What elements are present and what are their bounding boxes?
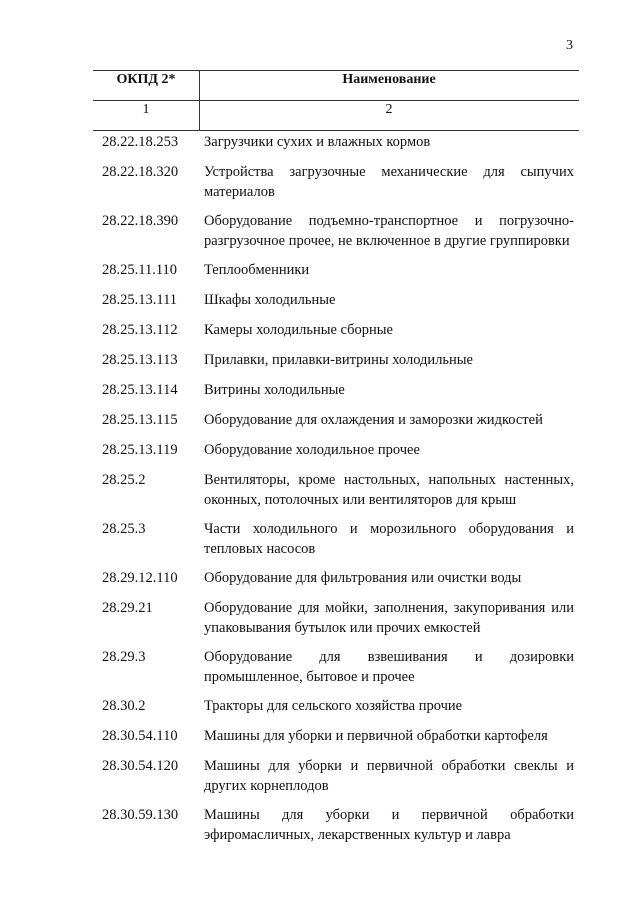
table-row: [0, 380, 640, 410]
table-row: [0, 132, 640, 162]
header-name: Наименование: [342, 72, 436, 87]
row-name: Оборудование холодильное прочее: [204, 442, 420, 458]
row-code: 28.30.59.130: [102, 807, 179, 823]
table-row: [0, 756, 640, 805]
row-name: Оборудование для фильтрования или очистки воды: [204, 570, 522, 586]
row-code: 28.25.2: [102, 472, 146, 488]
row-name: Теплообменники: [204, 262, 310, 278]
row-code: 28.29.21: [102, 600, 153, 616]
table-row: [0, 598, 640, 647]
table-row: [0, 290, 640, 320]
table-body: [0, 132, 640, 854]
page-number: 3: [566, 38, 573, 53]
row-code: 28.29.3: [102, 649, 146, 665]
row-code: 28.25.13.111: [102, 292, 178, 308]
row-code: 28.25.13.115: [102, 412, 178, 428]
table-row: [0, 162, 640, 211]
table-row: [0, 470, 640, 519]
row-code: 28.30.54.110: [102, 728, 178, 744]
row-code: 28.30.2: [102, 698, 146, 714]
row-code: 28.29.12.110: [102, 570, 178, 586]
row-name: Прилавки, прилавки-витрины холодильные: [204, 352, 473, 368]
row-name: Оборудование для охлаждения и заморозки жидкостей: [204, 412, 543, 428]
row-name: Части холодильного и морозильного оборудования и тепловых насосов: [204, 521, 574, 557]
header-bottom-rule: [93, 130, 579, 131]
row-code: 28.22.18.320: [102, 164, 179, 180]
table-row: [0, 519, 640, 568]
row-code: 28.30.54.120: [102, 758, 179, 774]
header-middle-rule: [93, 100, 579, 101]
row-name: Оборудование подъемно-транспортное и погрузочно-разгрузочное прочее, не включенное в другие группировки: [204, 213, 574, 249]
row-name: Машины для уборки и первичной обработки эфиромасличных, лекарственных культур и лавра: [204, 807, 574, 843]
table-row: [0, 350, 640, 380]
row-name: Камеры холодильные сборные: [204, 322, 393, 338]
row-name: Загрузчики сухих и влажных кормов: [204, 134, 431, 150]
row-code: 28.22.18.253: [102, 134, 179, 150]
table-row: [0, 211, 640, 260]
row-name: Машины для уборки и первичной обработки картофеля: [204, 728, 548, 744]
table-header: [93, 70, 579, 130]
table-row: [0, 805, 640, 854]
column-number-1: 1: [142, 102, 150, 117]
table-row: [0, 696, 640, 726]
table-row: [0, 320, 640, 350]
table-row: [0, 440, 640, 470]
table-row: [0, 260, 640, 290]
header-code: ОКПД 2*: [116, 72, 176, 87]
row-code: 28.25.13.119: [102, 442, 178, 458]
row-code: 28.25.11.110: [102, 262, 178, 278]
row-code: 28.25.3: [102, 521, 146, 537]
row-name: Оборудование для взвешивания и дозировки промышленное, бытовое и прочее: [204, 649, 574, 685]
table-row: [0, 726, 640, 756]
row-name: Машины для уборки и первичной обработки свеклы и других корнеплодов: [204, 758, 574, 794]
column-number-2: 2: [385, 102, 393, 117]
row-name: Витрины холодильные: [204, 382, 345, 398]
row-name: Тракторы для сельского хозяйства прочие: [204, 698, 463, 714]
row-code: 28.25.13.113: [102, 352, 178, 368]
table-row: [0, 568, 640, 598]
header-top-rule: [93, 70, 579, 71]
row-name: Устройства загрузочные механические для сыпучих материалов: [204, 164, 574, 200]
row-code: 28.25.13.114: [102, 382, 178, 398]
row-name: Вентиляторы, кроме настольных, напольных настенных, оконных, потолочных или вентиляторов для крыш: [204, 472, 574, 508]
table-row: [0, 410, 640, 440]
row-name: Шкафы холодильные: [204, 292, 336, 308]
table-row: [0, 647, 640, 696]
row-name: Оборудование для мойки, заполнения, закупоривания или упаковывания бутылок или прочих емкостей: [204, 600, 574, 636]
row-code: 28.22.18.390: [102, 213, 179, 229]
row-code: 28.25.13.112: [102, 322, 178, 338]
